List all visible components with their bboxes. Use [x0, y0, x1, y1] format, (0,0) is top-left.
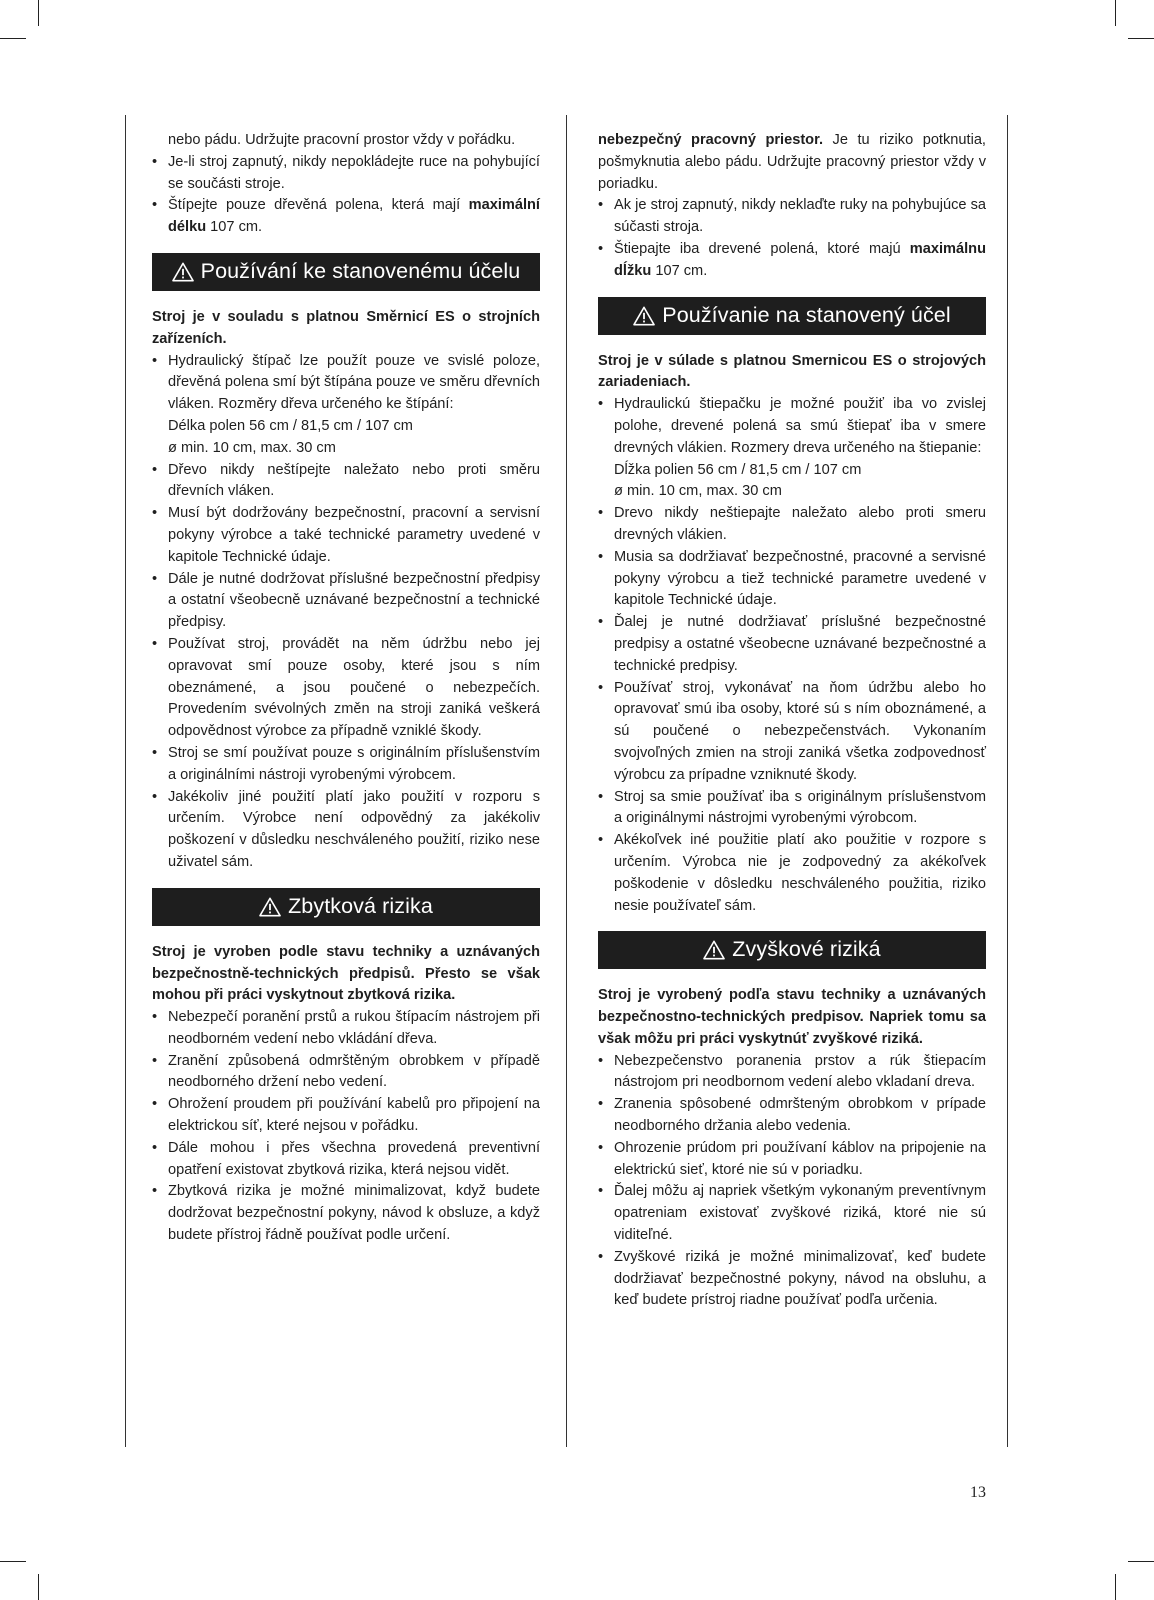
warning-triangle-icon	[633, 306, 655, 326]
crop-mark	[1128, 38, 1154, 39]
list-item: • Dále mohou i přes všechna provedená preventivní opatření existovat zbytková rizika, která nejsou vidět.	[152, 1138, 540, 1182]
residual-risks-list	[598, 1051, 986, 1313]
list-item: • Musí být dodržovány bezpečnostní, pracovní a servisní pokyny výrobce a také technické parametry uvedené v kapitole Technické údaje.	[152, 503, 540, 568]
section-title: Používání ke stanovenému účelu	[200, 259, 521, 284]
crop-mark	[1115, 0, 1116, 26]
warning-triangle-icon	[703, 940, 725, 960]
list-item-continuation: ø min. 10 cm, max. 30 cm	[168, 439, 336, 456]
list-item: • Hydraulický štípač lze použít pouze ve svislé poloze, dřevěná polena smí být štípána pouze ve směru dřevních vláken. Rozměry dřeva určeného ke štípání:	[152, 351, 540, 416]
crop-mark	[38, 1574, 39, 1600]
intro-list	[152, 130, 540, 239]
intro-bullet: • Štípejte pouze dřevěná polena, která mají maximální délku 107 cm.	[152, 195, 540, 239]
intro-bullet: • Štiepajte iba drevené polená, ktoré majú maximálnu dĺžku 107 cm.	[598, 239, 986, 283]
list-item: • Stroj se smí používat pouze s originálním příslušenstvím a originálními nástroji vyrobenými výrobcem.	[152, 743, 540, 787]
intended-use-list	[152, 351, 540, 874]
section-banner-intended-use	[598, 297, 986, 335]
intro-bullet: • Ak je stroj zapnutý, nikdy neklaďte ruky na pohybujúce sa súčasti stroja.	[598, 195, 986, 239]
crop-mark	[38, 0, 39, 26]
list-item: • Nebezpečenstvo poranenia prstov a rúk štiepacím nástrojom pri neodbornom vedení alebo vkladaní dreva.	[598, 1051, 986, 1095]
right-column-slovak	[598, 130, 986, 1312]
crop-mark	[0, 38, 26, 39]
section-banner-intended-use	[152, 253, 540, 291]
section-title: Zvyškové riziká	[732, 937, 881, 962]
section-lead: Stroj je v súlade s platnou Smernicou ES o strojových zariadeniach.	[598, 352, 986, 391]
list-item: • Jakékoliv jiné použití platí jako použití v rozporu s určením. Výrobce není odpovědný za jakékoliv poškození v důsledku neschváleného použití, riziko nese uživatel sám.	[152, 787, 540, 874]
page-number: 13	[970, 1484, 986, 1501]
section-banner-residual-risks	[152, 888, 540, 926]
list-item: • Ďalej je nutné dodržiavať príslušné bezpečnostné predpisy a ostatné všeobecne uznávané bezpečnostné a technické predpisy.	[598, 612, 986, 677]
section-lead: Stroj je vyrobený podľa stavu techniky a uznávaných bezpečnostno-technických predpisov. Napriek tomu sa však môžu pri práci vyskytnúť zvyškové riziká.	[598, 987, 986, 1047]
list-item: • Zvyškové riziká je možné minimalizovať, keď budete dodržiavať bezpečnostné pokyny, návod na obsluhu, a keď budete prístroj riadne používať podľa určenia.	[598, 1247, 986, 1312]
section-title: Používanie na stanovený účel	[662, 302, 951, 327]
section-lead: Stroj je vyroben podle stavu techniky a uznávaných bezpečnostně-technických předpisů. Přesto se však mohou při práci vyskytnout zbytková rizika.	[152, 943, 540, 1004]
list-item: • Hydraulickú štiepačku je možné použiť iba vo zvislej polohe, drevené polená sa smú štiepať iba v smere drevných vlákien. Rozmery dreva určeného na štiepanie:	[598, 394, 986, 459]
list-item: • Musia sa dodržiavať bezpečnostné, pracovné a servisné pokyny výrobcu a tiež technické parametre uvedené v kapitole Technické údaje.	[598, 547, 986, 612]
center-column-rule	[566, 115, 567, 1447]
list-item: • Dále je nutné dodržovat příslušné bezpečnostní předpisy a ostatní všeobecně uznávané bezpečnostní a technické předpisy.	[152, 569, 540, 634]
list-item: • Dřevo nikdy neštípejte naležato nebo proti směru dřevních vláken.	[152, 460, 540, 504]
section-title: Zbytková rizika	[288, 893, 433, 918]
intro-continuation: nebezpečný pracovný priestor. Je tu riziko potknutia, pošmyknutia alebo pádu. Udržujte pracovný priestor vždy v poriadku.	[598, 132, 986, 192]
list-item: • Drevo nikdy neštiepajte naležato alebo proti smeru drevných vlákien.	[598, 503, 986, 547]
crop-mark	[1115, 1574, 1116, 1600]
list-item-continuation: Dĺžka polien 56 cm / 81,5 cm / 107 cm	[614, 461, 862, 478]
list-item: • Akékoľvek iné použitie platí ako použitie v rozpore s určením. Výrobca nie je zodpovedný za akékoľvek poškodenie v dôsledku neschváleného použitia, riziko nesie používateľ sám.	[598, 830, 986, 917]
list-item: • Používať stroj, vykonávať na ňom údržbu alebo ho opravovať smú iba osoby, ktoré sú s ním oboznámené, a sú poučené o nebezpečenstvách. Vykonaním svojvoľných zmien na stroji zaniká všetka zodpovednosť výrobcu za prípadne vzniknuté škody.	[598, 678, 986, 787]
list-item-continuation: Délka polen 56 cm / 81,5 cm / 107 cm	[168, 417, 413, 434]
warning-triangle-icon	[172, 262, 194, 282]
section-banner-residual-risks	[598, 931, 986, 969]
right-margin-rule	[1007, 115, 1008, 1447]
list-item: • Ďalej môžu aj napriek všetkým vykonaným preventívnym opatreniam existovať zvyškové riziká, ktoré nie sú viditeľné.	[598, 1181, 986, 1246]
list-item: • Ohrozenie prúdom pri používaní káblov na pripojenie na elektrickú sieť, ktoré nie sú v poriadku.	[598, 1138, 986, 1182]
list-item: • Zbytková rizika je možné minimalizovat, když budete dodržovat bezpečnostní pokyny, návod k obsluze, a když budete přístroj řádně používat podle určení.	[152, 1181, 540, 1246]
left-margin-rule	[125, 115, 126, 1447]
list-item: • Nebezpečí poranění prstů a rukou štípacím nástrojem při neodborném vedení nebo vkládání dřeva.	[152, 1007, 540, 1051]
crop-mark	[0, 1561, 26, 1562]
list-item: • Zranění způsobená odmrštěným obrobkem v případě neodborného držení nebo vedení.	[152, 1051, 540, 1095]
intro-bullet: • Je-li stroj zapnutý, nikdy nepokládejte ruce na pohybující se součásti stroje.	[152, 152, 540, 196]
list-item-continuation: ø min. 10 cm, max. 30 cm	[614, 483, 782, 500]
list-item: • Používat stroj, provádět na něm údržbu nebo jej opravovat smí pouze osoby, které jsou s ním obeznámené, a jsou poučené o nebezpečích. Provedením svévolných změn na stroji zaniká veškerá odpovědnost výrobce za případně vzniklé škody.	[152, 634, 540, 743]
residual-risks-list	[152, 1007, 540, 1247]
list-item: • Zranenia spôsobené odmršteným obrobkom v prípade neodborného držania alebo vedenia.	[598, 1094, 986, 1138]
left-column-czech	[152, 130, 540, 1247]
warning-triangle-icon	[259, 897, 281, 917]
crop-mark	[1128, 1561, 1154, 1562]
intro-list	[598, 130, 986, 283]
intended-use-list	[598, 394, 986, 917]
list-item: • Stroj sa smie používať iba s originálnym príslušenstvom a originálnymi nástrojmi vyrobenými výrobcom.	[598, 787, 986, 831]
intro-continuation: nebo pádu. Udržujte pracovní prostor vždy v pořádku.	[168, 132, 516, 148]
section-lead: Stroj je v souladu s platnou Směrnicí ES o strojních zařízeních.	[152, 308, 540, 347]
list-item: • Ohrožení proudem při používání kabelů pro připojení na elektrickou síť, které nejsou v pořádku.	[152, 1094, 540, 1138]
